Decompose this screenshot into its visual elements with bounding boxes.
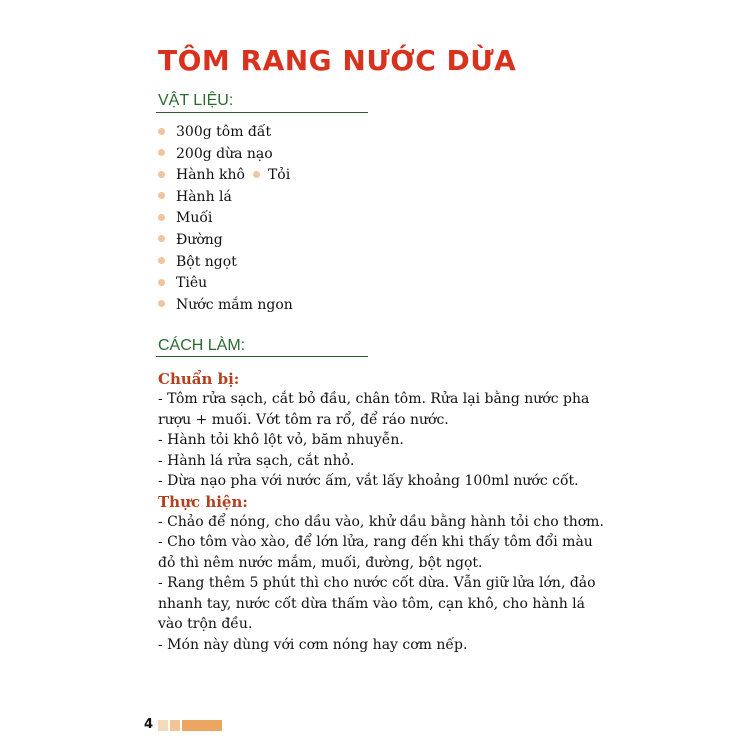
cook-heading: Thực hiện: <box>158 492 248 511</box>
ingredient-item: Hành lá <box>158 187 293 209</box>
bullet-icon <box>158 149 165 156</box>
page-number: 4 <box>144 717 154 732</box>
bullet-icon <box>158 279 165 286</box>
ingredient-item: Đường <box>158 230 293 252</box>
bullet-icon <box>158 214 165 221</box>
ingredient-list <box>158 122 293 316</box>
method-line: đỏ thì nêm nước mắm, muối, đường, bột ngọt. <box>158 554 483 571</box>
ingredient-item: 300g tôm đất <box>158 122 293 144</box>
ingredient-item: 200g dừa nạo <box>158 144 293 166</box>
method-line: - Chảo để nóng, cho dầu vào, khử dầu bằng hành tỏi cho thơm. <box>158 513 604 530</box>
method-line: - Hành lá rửa sạch, cắt nhỏ. <box>158 452 355 469</box>
method-line: - Rang thêm 5 phút thì cho nước cốt dừa. Vẫn giữ lửa lớn, đảo <box>158 575 596 591</box>
method-line: - Dừa nạo pha với nước ấm, vắt lấy khoảng 100ml nước cốt. <box>158 473 579 489</box>
recipe-title: TÔM RANG NƯỚC DỪA <box>158 44 517 77</box>
bullet-icon <box>158 235 165 242</box>
method-line: - Tôm rửa sạch, cắt bỏ đầu, chân tôm. Rửa lại bằng nước pha <box>158 391 590 407</box>
materials-divider <box>156 112 368 113</box>
bullet-icon <box>158 257 165 264</box>
ingredient-item: Nước mắm ngon <box>158 295 293 317</box>
method-line: rượu + muối. Vớt tôm ra rổ, để ráo nước. <box>158 411 449 428</box>
footer-square <box>170 720 180 731</box>
footer-bar <box>182 720 222 731</box>
method-line: vào trộn đều. <box>158 616 253 632</box>
method-divider <box>156 356 368 357</box>
method-line: - Hành tỏi khô lột vỏ, băm nhuyễn. <box>158 432 404 448</box>
bullet-icon <box>158 128 165 135</box>
method-body <box>158 369 604 655</box>
materials-heading: VẬT LIỆU: <box>158 92 234 109</box>
method-line: - Món này dùng với cơm nóng hay cơm nếp. <box>158 636 468 653</box>
bullet-icon <box>158 171 165 178</box>
bullet-icon <box>158 192 165 199</box>
method-heading: CÁCH LÀM: <box>158 337 246 354</box>
ingredient-item: Hành khô Tỏi <box>158 165 293 187</box>
method-line: nhanh tay, nước cốt dừa thấm vào tôm, cạn khô, cho hành lá <box>158 595 585 612</box>
prep-heading: Chuẩn bị: <box>158 370 240 388</box>
bullet-icon <box>158 300 165 307</box>
ingredient-item: Bột ngọt <box>158 252 293 274</box>
ingredient-item: Muối <box>158 208 293 230</box>
method-line: - Cho tôm vào xào, để lớn lửa, rang đến khi thấy tôm đổi màu <box>158 534 593 550</box>
footer-square <box>158 720 168 731</box>
ingredient-item: Tiêu <box>158 273 293 295</box>
bullet-icon <box>253 171 260 178</box>
